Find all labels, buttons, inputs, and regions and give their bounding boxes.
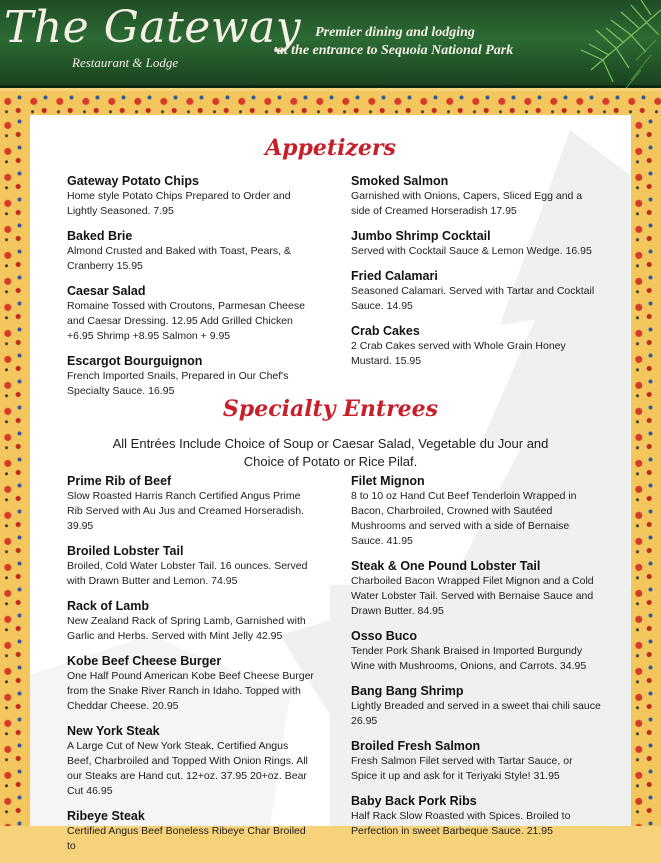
menu-item [67, 723, 315, 799]
menu-item-name: Kobe Beef Cheese Burger [67, 654, 222, 668]
menu-item [351, 473, 601, 549]
menu-item-desc: New Zealand Rack of Spring Lamb, Garnished with Garlic and Herbs. Served with Mint Jelly 42.95 [67, 615, 306, 642]
menu-item [351, 173, 601, 219]
menu-item-desc: One Half Pound American Kobe Beef Cheese Burger from the Snake River Ranch in Idaho. Topped with Cheddar Cheese. 20.95 [67, 670, 314, 712]
menu-item-desc: Garnished with Onions, Capers, Sliced Egg and a side of Creamed Horseradish 17.95 [351, 190, 583, 217]
menu-item [351, 738, 601, 784]
menu-item-name: Osso Buco [351, 629, 417, 643]
header-banner [0, 0, 661, 88]
appetizers-title: Appetizers [265, 135, 396, 161]
menu-item [351, 793, 601, 839]
menu-item-desc: Broiled, Cold Water Lobster Tail. 16 ounces. Served with Drawn Butter and Lemon. 74.95 [67, 560, 308, 587]
appetizers-left-column [67, 173, 317, 408]
pine-branch-icon [551, 0, 661, 88]
menu-item-desc: Tender Pork Shank Braised in Imported Burgundy Wine with Mushrooms, Onions, and Carrots. 34.95 [351, 645, 587, 672]
tagline-line2: at the entrance to Sequoia National Park [276, 43, 514, 58]
menu-item [67, 598, 315, 644]
menu-item-desc: A Large Cut of New York Steak, Certified Angus Beef, Charbroiled and Topped With Onion Rings. All our Steaks are Hand cut. 12+oz. 37.95 20+oz. Bear Cut 46.95 [67, 740, 308, 797]
menu-item-name: Smoked Salmon [351, 174, 449, 188]
menu-item-name: Caesar Salad [67, 284, 146, 298]
menu-item [351, 558, 601, 619]
entrees-title: Specialty Entrees [222, 396, 439, 422]
entrees-note-line2: Choice of Potato or Rice Pilaf. [243, 454, 418, 469]
entrees-left-column [67, 473, 315, 863]
border-left [0, 115, 30, 826]
appetizers-right-column [351, 173, 601, 378]
logo-title: The Gateway [4, 2, 302, 53]
entrees-right-column [351, 473, 601, 848]
menu-item [351, 228, 601, 259]
menu-item-desc: Half Rack Slow Roasted with Spices. Broiled to Perfection in sweet Barbeque Sauce. 21.95 [351, 810, 571, 837]
menu-item-desc: Certified Angus Beef Boneless Ribeye Char Broiled to [67, 825, 306, 852]
menu-item-desc: 2 Crab Cakes served with Whole Grain Honey Mustard. 15.95 [351, 340, 566, 367]
menu-item-desc: Home style Potato Chips Prepared to Order and Lightly Seasoned. 7.95 [67, 190, 291, 217]
entrees-note-line1: All Entrées Include Choice of Soup or Caesar Salad, Vegetable du Jour and [112, 436, 549, 451]
menu-item-name: Broiled Fresh Salmon [351, 739, 481, 753]
menu-item-desc: Served with Cocktail Sauce & Lemon Wedge. 16.95 [351, 245, 592, 257]
menu-item-name: Fried Calamari [351, 269, 438, 283]
menu-item-desc: Lightly Breaded and served in a sweet thai chili sauce 26.95 [351, 700, 601, 727]
border-top [0, 91, 661, 115]
menu-item-name: Broiled Lobster Tail [67, 544, 184, 558]
menu-item [67, 173, 317, 219]
menu-item-name: Rack of Lamb [67, 599, 149, 613]
menu-item-name: New York Steak [67, 724, 160, 738]
menu-item-name: Prime Rib of Beef [67, 474, 172, 488]
menu-item-desc: Romaine Tossed with Croutons, Parmesan Cheese and Caesar Dressing. 12.95 Add Grilled Chicken +6.95 Shrimp +8.95 Salmon + 9.95 [67, 300, 305, 342]
menu-item-desc: Charboiled Bacon Wrapped Filet Mignon and a Cold Water Lobster Tail. Served with Bernaise Sauce and Drawn Butter. 84.95 [351, 575, 594, 617]
menu-item-name: Gateway Potato Chips [67, 174, 199, 188]
menu-item-desc: Fresh Salmon Filet served with Tartar Sauce, or Spice it up and ask for it Teriyaki Style! 31.95 [351, 755, 573, 782]
tagline-line1: Premier dining and lodging [315, 25, 475, 40]
menu-item-name: Filet Mignon [351, 474, 425, 488]
tagline [250, 24, 540, 60]
menu-item [351, 628, 601, 674]
menu-page [30, 115, 631, 852]
menu-item [67, 353, 317, 399]
menu-item [67, 808, 315, 854]
menu-item [351, 323, 601, 369]
menu-item-desc: 8 to 10 oz Hand Cut Beef Tenderloin Wrapped in Bacon, Charbroiled, Crowned with Sautéed Mushrooms and served with a side of Bernaise Sauce. 41.95 [351, 490, 577, 547]
menu-item [351, 683, 601, 729]
menu-item-desc: Seasoned Calamari. Served with Tartar and Cocktail Sauce. 14.95 [351, 285, 595, 312]
menu-item-name: Escargot Bourguignon [67, 354, 203, 368]
menu-item [67, 473, 315, 534]
menu-item-desc: French Imported Snails, Prepared in Our Chef's Specialty Sauce. 16.95 [67, 370, 289, 397]
entrees-note [30, 435, 631, 471]
menu-item [67, 543, 315, 589]
menu-item-desc: Almond Crusted and Baked with Toast, Pears, & Cranberry 15.95 [67, 245, 291, 272]
menu-item [351, 268, 601, 314]
menu-item [67, 653, 315, 714]
border-right [631, 115, 661, 826]
menu-item-name: Baked Brie [67, 229, 133, 243]
menu-item-name: Crab Cakes [351, 324, 420, 338]
menu-item-name: Baby Back Pork Ribs [351, 794, 477, 808]
menu-item [67, 228, 317, 274]
menu-item-desc: Slow Roasted Harris Ranch Certified Angus Prime Rib Served with Au Jus and Creamed Horseradish. 39.95 [67, 490, 304, 532]
menu-item-name: Jumbo Shrimp Cocktail [351, 229, 491, 243]
menu-item-name: Steak & One Pound Lobster Tail [351, 559, 541, 573]
menu-item-name: Bang Bang Shrimp [351, 684, 464, 698]
menu-item [67, 283, 317, 344]
menu-item-name: Ribeye Steak [67, 809, 145, 823]
logo-subtitle: Restaurant & Lodge [72, 55, 179, 70]
